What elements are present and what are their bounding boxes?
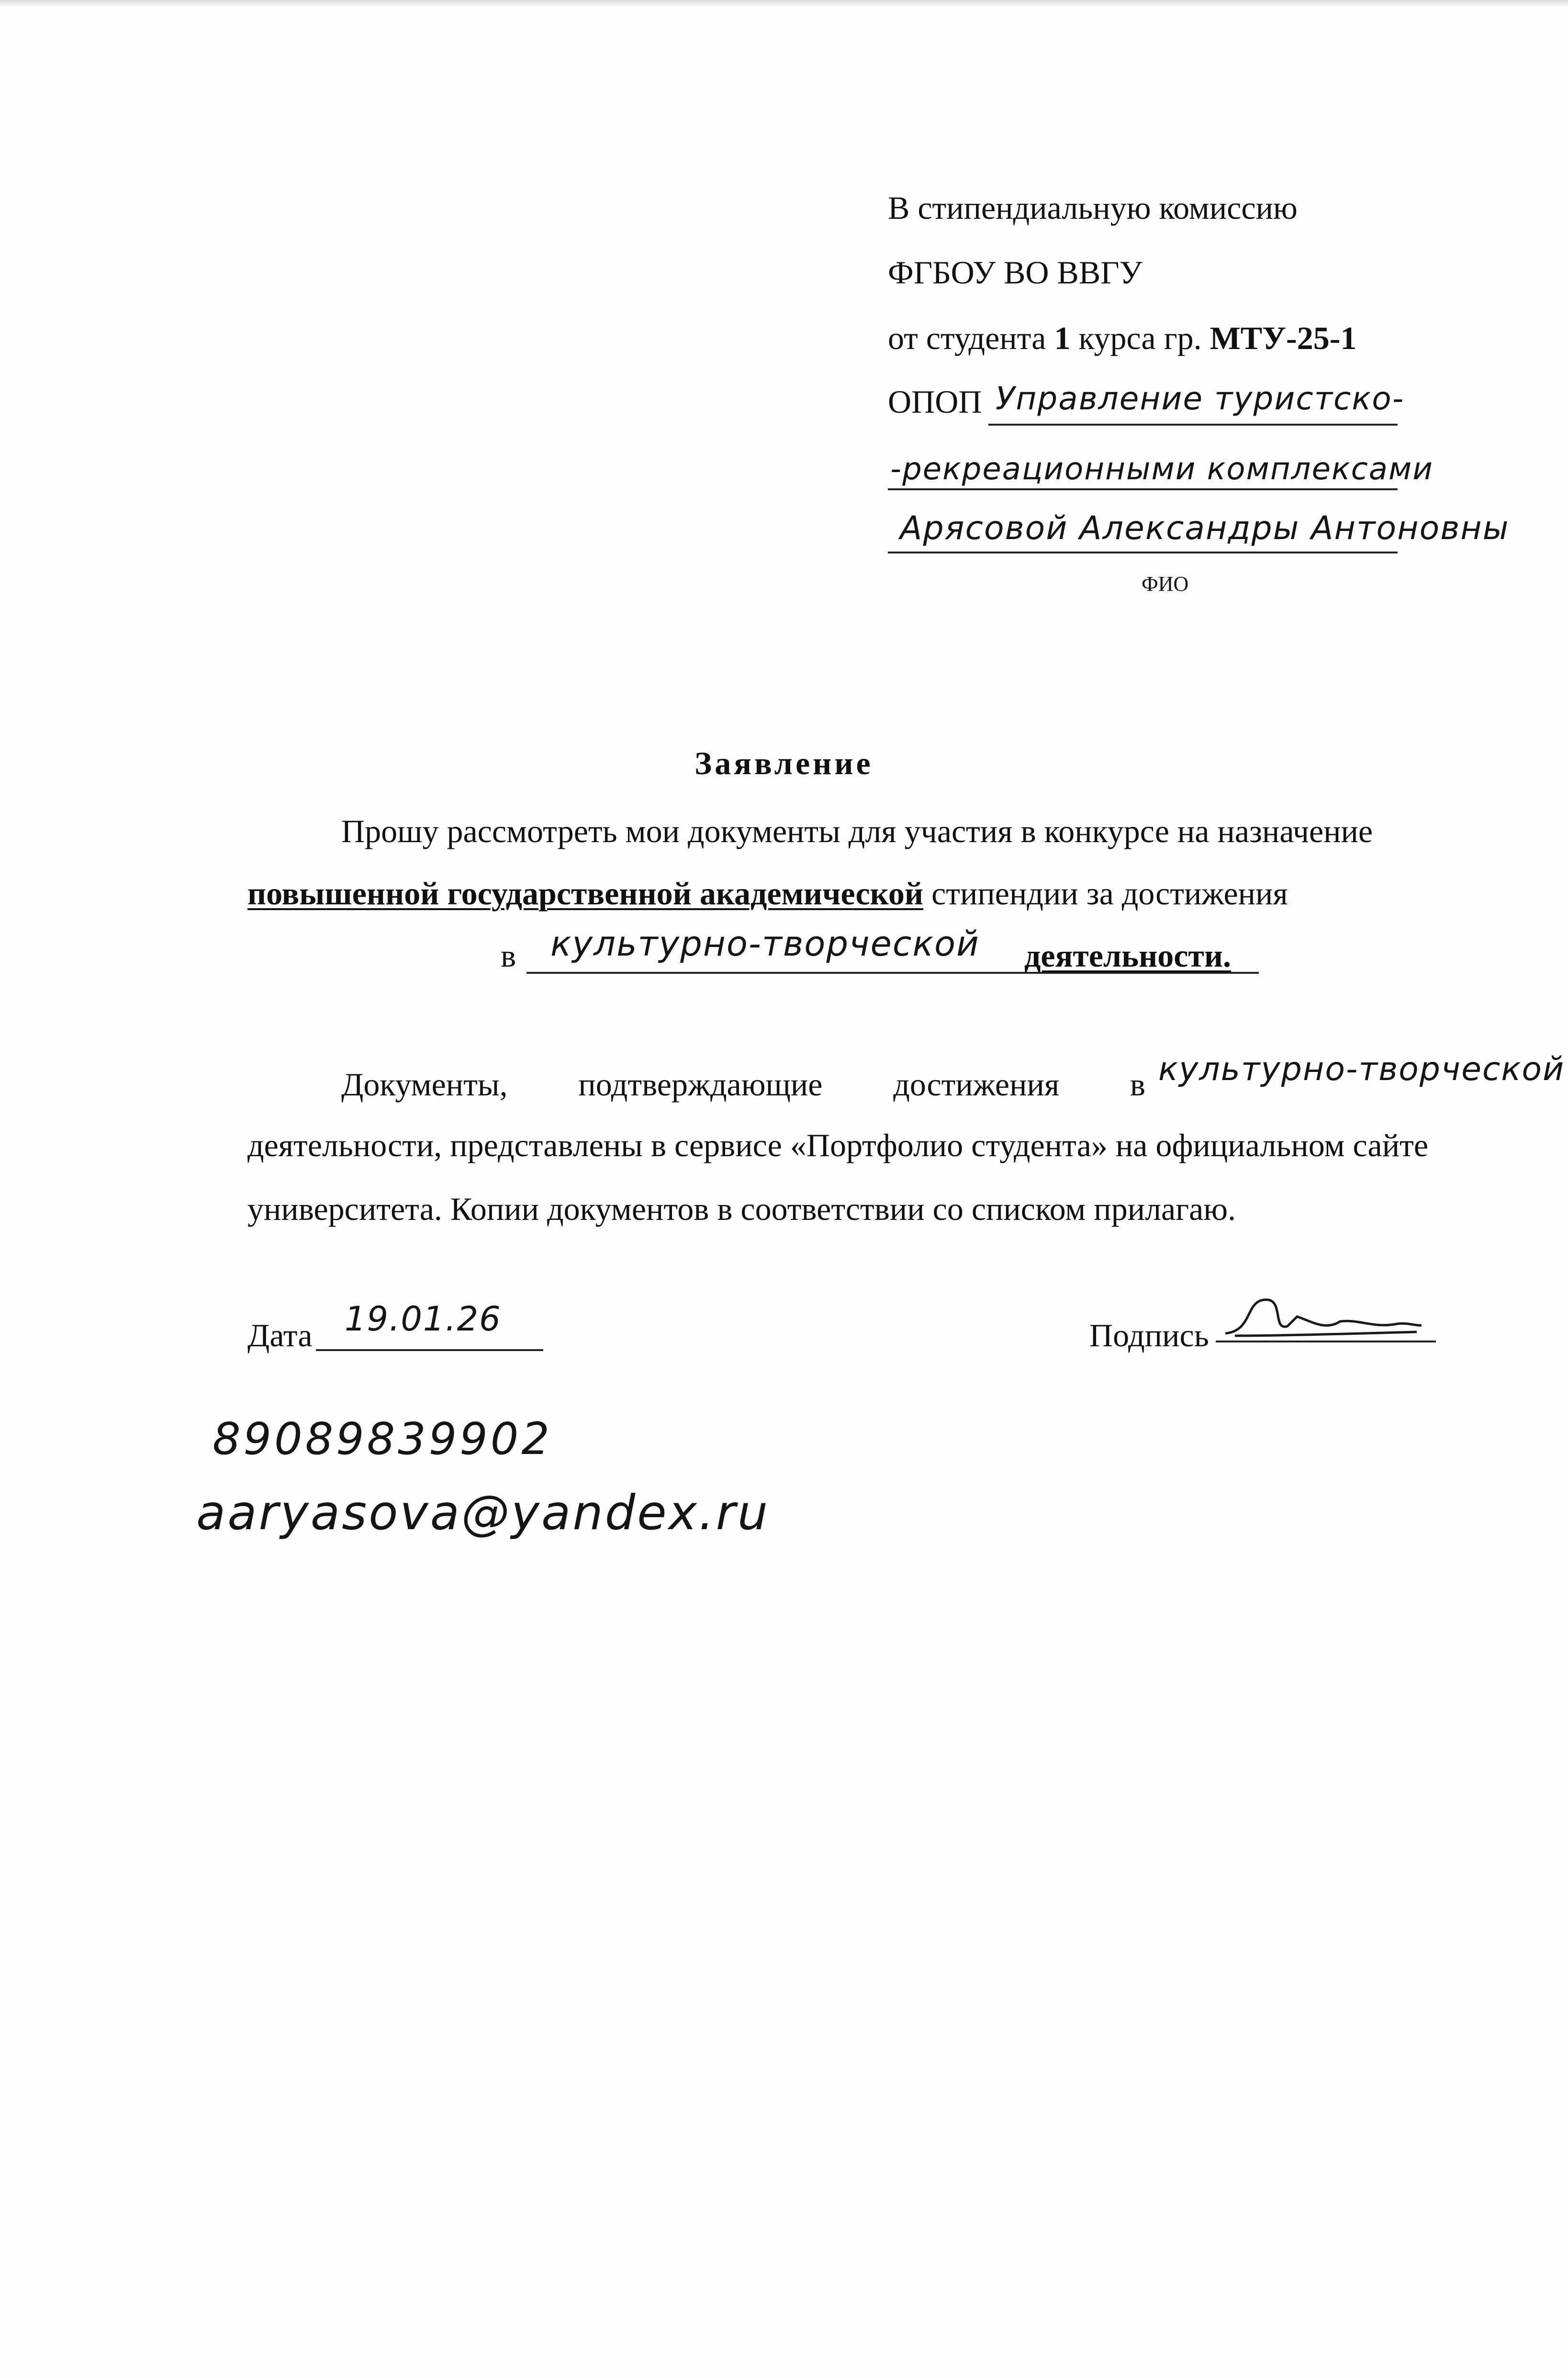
opop-handwritten-1: Управление туристско- bbox=[996, 380, 1405, 417]
course-label: курса гр. bbox=[1078, 320, 1202, 356]
from-prefix: от студента bbox=[888, 320, 1046, 356]
scholarship-type: повышенной государственной академической bbox=[247, 875, 924, 912]
course-number: 1 bbox=[1054, 320, 1071, 356]
name-underline bbox=[888, 552, 1398, 553]
date-label: Дата bbox=[247, 1317, 313, 1353]
p1-line-2 bbox=[247, 877, 1288, 910]
p1-line-2-rest: стипендии за достижения bbox=[931, 875, 1288, 912]
activity-label: деятельности bbox=[1024, 937, 1223, 974]
phone-number: 89089839902 bbox=[213, 1413, 552, 1465]
opop-handwritten-2: -рекреационными комплексами bbox=[890, 451, 1434, 487]
student-line bbox=[888, 322, 1356, 354]
signature-label: Подпись bbox=[1089, 1317, 1209, 1353]
scan-edge bbox=[0, 0, 1568, 7]
p2-line-1 bbox=[341, 1068, 1145, 1101]
p2-activity-handwritten: культурно-творческой bbox=[1158, 1050, 1565, 1088]
activity-word: деятельности. bbox=[1024, 937, 1232, 974]
p1-in: в bbox=[501, 937, 516, 974]
activity-handwritten: культурно-творческой bbox=[550, 924, 980, 964]
group-code: МТУ-25-1 bbox=[1210, 320, 1357, 356]
date-underline bbox=[316, 1349, 543, 1351]
opop-label: ОПОП bbox=[888, 383, 982, 420]
p2-word: Документы, bbox=[341, 1066, 508, 1103]
document-title: Заявление bbox=[694, 745, 874, 781]
opop-underline-2 bbox=[888, 488, 1398, 490]
p2-line-3: университета. Копии документов в соответствии со списком прилагаю. bbox=[247, 1191, 1236, 1227]
student-name-handwritten: Арясовой Александры Антоновны bbox=[900, 509, 1510, 547]
signature-mark bbox=[1216, 1288, 1426, 1345]
p2-line-2: деятельности, представлены в сервисе «Портфолио студента» на официальном сайте bbox=[247, 1127, 1429, 1163]
p1-line-1: Прошу рассмотреть мои документы для участия в конкурсе на назначение bbox=[341, 813, 1373, 849]
p2-word: достижения bbox=[893, 1066, 1060, 1103]
date-value: 19.01.26 bbox=[345, 1299, 502, 1339]
fio-caption: ФИО bbox=[1142, 572, 1189, 596]
addressee-line-1: В стипендиальную комиссию bbox=[888, 190, 1298, 226]
p2-word: подтверждающие bbox=[578, 1066, 823, 1103]
addressee-line-2: ФГБОУ ВО ВВГУ bbox=[888, 254, 1142, 291]
opop-underline-1 bbox=[988, 424, 1398, 426]
email-address: aaryasova@yandex.ru bbox=[196, 1485, 770, 1541]
p2-word: в bbox=[1130, 1066, 1145, 1103]
